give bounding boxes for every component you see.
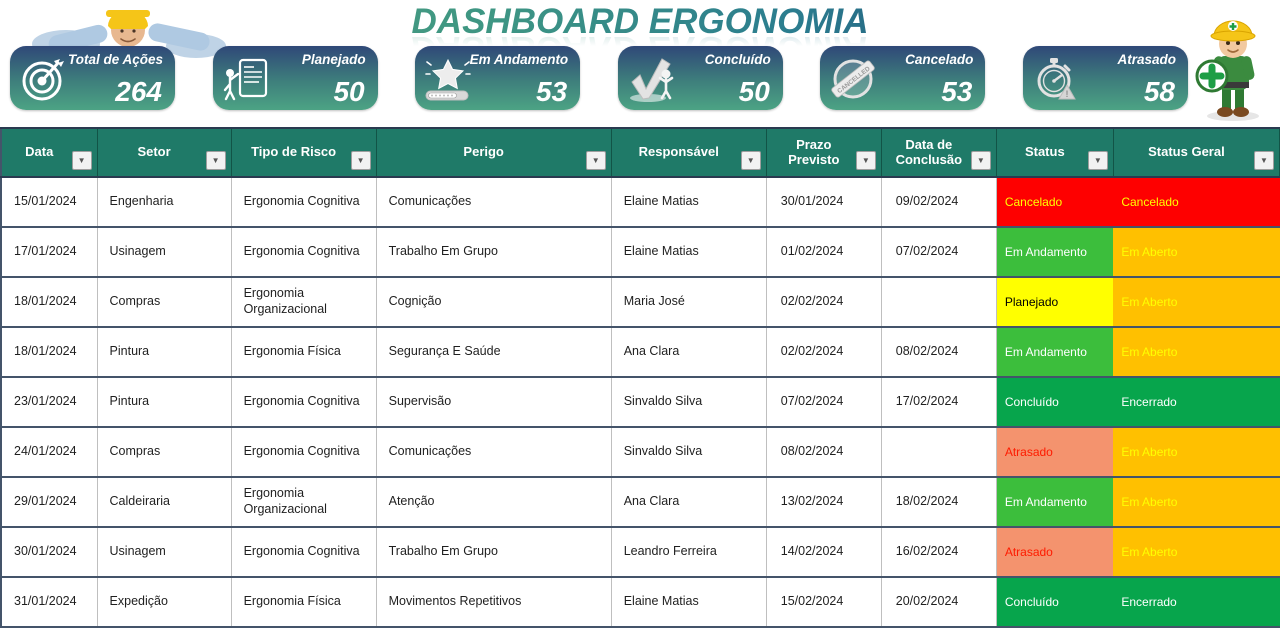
cell-responsavel[interactable]: Ana Clara: [611, 327, 766, 377]
column-header-prazo-previsto: Prazo Previsto ▼: [766, 128, 881, 177]
filter-button-responsavel[interactable]: [741, 151, 761, 170]
cell-status[interactable]: Concluído: [996, 577, 1113, 627]
planning-board-icon: [221, 54, 271, 104]
cell-setor[interactable]: Pintura: [97, 327, 231, 377]
cell-responsavel[interactable]: Ana Clara: [611, 477, 766, 527]
cell-tipo-de-risco[interactable]: Ergonomia Física: [231, 577, 376, 627]
cell-data[interactable]: 23/01/2024: [1, 377, 97, 427]
column-header-responsavel: Responsável ▼: [611, 128, 766, 177]
cell-setor[interactable]: Usinagem: [97, 527, 231, 577]
cell-data-de-conclusao[interactable]: 16/02/2024: [881, 527, 996, 577]
kpi-value: 50: [738, 76, 770, 107]
kpi-label: Em Andamento: [469, 52, 569, 67]
cell-prazo-previsto[interactable]: 14/02/2024: [766, 527, 881, 577]
chevron-down-icon: ▼: [211, 155, 220, 165]
cell-status[interactable]: Concluído: [996, 377, 1113, 427]
kpi-value: 50: [333, 76, 365, 107]
kpi-value: 264: [115, 76, 162, 107]
cell-perigo[interactable]: Comunicações: [376, 177, 611, 227]
cell-setor[interactable]: Compras: [97, 277, 231, 327]
kpi-label: Concluído: [704, 52, 771, 67]
cell-perigo[interactable]: Comunicações: [376, 427, 611, 477]
cell-setor[interactable]: Caldeiraria: [97, 477, 231, 527]
cell-setor[interactable]: Pintura: [97, 377, 231, 427]
cell-status[interactable]: Cancelado: [996, 177, 1113, 227]
cell-status-geral[interactable]: Em Aberto: [1113, 527, 1279, 577]
cell-responsavel[interactable]: Sinvaldo Silva: [611, 377, 766, 427]
kpi-cards: [10, 46, 1188, 110]
table-row: [1, 227, 1280, 277]
cell-data-de-conclusao[interactable]: 09/02/2024: [881, 177, 996, 227]
cell-status[interactable]: Em Andamento: [996, 327, 1113, 377]
cell-perigo[interactable]: Cognição: [376, 277, 611, 327]
column-header-status-geral: Status Geral ▼: [1113, 128, 1279, 177]
cell-data-de-conclusao[interactable]: 17/02/2024: [881, 377, 996, 427]
cell-data[interactable]: 29/01/2024: [1, 477, 97, 527]
cell-setor[interactable]: Compras: [97, 427, 231, 477]
cell-data[interactable]: 17/01/2024: [1, 227, 97, 277]
column-header-status: Status ▼: [996, 128, 1113, 177]
table-row: [1, 477, 1280, 527]
cell-prazo-previsto[interactable]: 15/02/2024: [766, 577, 881, 627]
cell-data[interactable]: 31/01/2024: [1, 577, 97, 627]
cell-prazo-previsto[interactable]: 08/02/2024: [766, 427, 881, 477]
table-row: [1, 327, 1280, 377]
cell-prazo-previsto[interactable]: 01/02/2024: [766, 227, 881, 277]
cell-perigo[interactable]: Trabalho Em Grupo: [376, 527, 611, 577]
cell-tipo-de-risco[interactable]: Ergonomia Cognitiva: [231, 227, 376, 277]
cell-tipo-de-risco[interactable]: Ergonomia Organizacional: [231, 477, 376, 527]
cell-status-geral[interactable]: Em Aberto: [1113, 427, 1279, 477]
chevron-down-icon: ▼: [1260, 155, 1268, 165]
chevron-down-icon: ▼: [591, 155, 600, 165]
cell-prazo-previsto[interactable]: 02/02/2024: [766, 277, 881, 327]
cell-data-de-conclusao[interactable]: [881, 277, 996, 327]
cell-perigo[interactable]: Atenção: [376, 477, 611, 527]
cell-perigo[interactable]: Movimentos Repetitivos: [376, 577, 611, 627]
cell-setor[interactable]: Engenharia: [97, 177, 231, 227]
kpi-card-em-andamento: [415, 46, 580, 110]
kpi-card-total-acoes: [10, 46, 175, 110]
cell-tipo-de-risco[interactable]: Ergonomia Organizacional: [231, 277, 376, 327]
chevron-down-icon: ▼: [77, 155, 86, 165]
cell-tipo-de-risco[interactable]: Ergonomia Cognitiva: [231, 177, 376, 227]
page-title: DASHBOARD ERGONOMIA: [0, 2, 1280, 42]
checkmark-person-icon: [626, 54, 676, 104]
chevron-down-icon: ▼: [1093, 155, 1102, 165]
kpi-label: Cancelado: [905, 52, 974, 67]
column-header-data: Data ▼: [1, 128, 97, 177]
kpi-label: Total de Ações: [67, 52, 163, 67]
filter-button-data[interactable]: [72, 151, 92, 170]
table-row: [1, 177, 1280, 227]
cell-status[interactable]: Atrasado: [996, 527, 1113, 577]
table-row: [1, 427, 1280, 477]
kpi-card-planejado: [213, 46, 378, 110]
cell-prazo-previsto[interactable]: 02/02/2024: [766, 327, 881, 377]
actions-table: [0, 127, 1280, 628]
cell-perigo[interactable]: Supervisão: [376, 377, 611, 427]
chevron-down-icon: ▼: [356, 155, 365, 165]
filter-button-status[interactable]: [1088, 151, 1108, 170]
cell-status-geral[interactable]: Em Aberto: [1113, 477, 1279, 527]
cell-responsavel[interactable]: Elaine Matias: [611, 177, 766, 227]
cell-responsavel[interactable]: Leandro Ferreira: [611, 527, 766, 577]
cell-data[interactable]: 24/01/2024: [1, 427, 97, 477]
cell-setor[interactable]: Usinagem: [97, 227, 231, 277]
cell-status-geral[interactable]: Em Aberto: [1113, 227, 1279, 277]
cell-tipo-de-risco[interactable]: Ergonomia Física: [231, 327, 376, 377]
kpi-card-atrasado: [1023, 46, 1188, 110]
table-row: [1, 577, 1280, 627]
cell-status-geral[interactable]: Encerrado: [1113, 377, 1279, 427]
table-row: [1, 277, 1280, 327]
cell-status[interactable]: Planejado: [996, 277, 1113, 327]
cell-data[interactable]: 30/01/2024: [1, 527, 97, 577]
filter-button-status-geral[interactable]: [1254, 151, 1274, 170]
chevron-down-icon: ▼: [746, 155, 755, 165]
kpi-value: 53: [536, 76, 568, 107]
cell-responsavel[interactable]: Maria José: [611, 277, 766, 327]
cell-status[interactable]: Atrasado: [996, 427, 1113, 477]
cell-status-geral[interactable]: Cancelado: [1113, 177, 1279, 227]
table-row: [1, 527, 1280, 577]
column-header-tipo-de-risco: Tipo de Risco ▼: [231, 128, 376, 177]
kpi-value: 58: [1143, 76, 1175, 107]
table-row: [1, 377, 1280, 427]
cell-data-de-conclusao[interactable]: 20/02/2024: [881, 577, 996, 627]
cell-perigo[interactable]: Trabalho Em Grupo: [376, 227, 611, 277]
kpi-label: Atrasado: [1117, 52, 1176, 67]
filter-button-tipo-de-risco[interactable]: [351, 151, 371, 170]
cell-setor[interactable]: Expedição: [97, 577, 231, 627]
chevron-down-icon: ▼: [976, 155, 985, 165]
cell-responsavel[interactable]: Sinvaldo Silva: [611, 427, 766, 477]
filter-button-data-de-conclusao[interactable]: [971, 151, 991, 170]
column-header-setor: Setor ▼: [97, 128, 231, 177]
chevron-down-icon: ▼: [861, 155, 870, 165]
column-header-perigo: Perigo ▼: [376, 128, 611, 177]
stamp-text: CANCELLED: [836, 65, 872, 96]
kpi-value: 53: [941, 76, 973, 107]
column-header-data-de-conclusao: Data de Conclusão ▼: [881, 128, 996, 177]
header-row: [1, 128, 1280, 177]
cell-data[interactable]: 18/01/2024: [1, 327, 97, 377]
cell-tipo-de-risco[interactable]: Ergonomia Cognitiva: [231, 427, 376, 477]
kpi-banner: [0, 0, 1280, 127]
cell-data[interactable]: 18/01/2024: [1, 277, 97, 327]
kpi-card-cancelado: [820, 46, 985, 110]
cell-prazo-previsto[interactable]: 13/02/2024: [766, 477, 881, 527]
cell-perigo[interactable]: Segurança E Saúde: [376, 327, 611, 377]
kpi-label: Planejado: [301, 52, 366, 67]
filter-button-prazo-previsto[interactable]: [856, 151, 876, 170]
target-icon: [18, 54, 68, 104]
safety-mascot-image: [1188, 4, 1276, 122]
cell-data-de-conclusao[interactable]: 08/02/2024: [881, 327, 996, 377]
stopwatch-warning-icon: [1031, 54, 1081, 104]
filter-button-setor[interactable]: [206, 151, 226, 170]
cell-tipo-de-risco[interactable]: Ergonomia Cognitiva: [231, 377, 376, 427]
cell-data[interactable]: 15/01/2024: [1, 177, 97, 227]
cell-status[interactable]: Em Andamento: [996, 477, 1113, 527]
star-progress-icon: [423, 54, 473, 104]
cell-status-geral[interactable]: Encerrado: [1113, 577, 1279, 627]
cell-status[interactable]: Em Andamento: [996, 227, 1113, 277]
cell-data-de-conclusao[interactable]: [881, 427, 996, 477]
kpi-card-concluido: [618, 46, 783, 110]
cell-tipo-de-risco[interactable]: Ergonomia Cognitiva: [231, 527, 376, 577]
cell-responsavel[interactable]: Elaine Matias: [611, 227, 766, 277]
svg-text:!: !: [1065, 89, 1069, 99]
cell-prazo-previsto[interactable]: 30/01/2024: [766, 177, 881, 227]
cell-status-geral[interactable]: Em Aberto: [1113, 277, 1279, 327]
cancelled-stamp-icon: [828, 54, 878, 104]
cell-responsavel[interactable]: Elaine Matias: [611, 577, 766, 627]
filter-button-perigo[interactable]: [586, 151, 606, 170]
cell-prazo-previsto[interactable]: 07/02/2024: [766, 377, 881, 427]
cell-status-geral[interactable]: Em Aberto: [1113, 327, 1279, 377]
cell-data-de-conclusao[interactable]: 07/02/2024: [881, 227, 996, 277]
cell-data-de-conclusao[interactable]: 18/02/2024: [881, 477, 996, 527]
